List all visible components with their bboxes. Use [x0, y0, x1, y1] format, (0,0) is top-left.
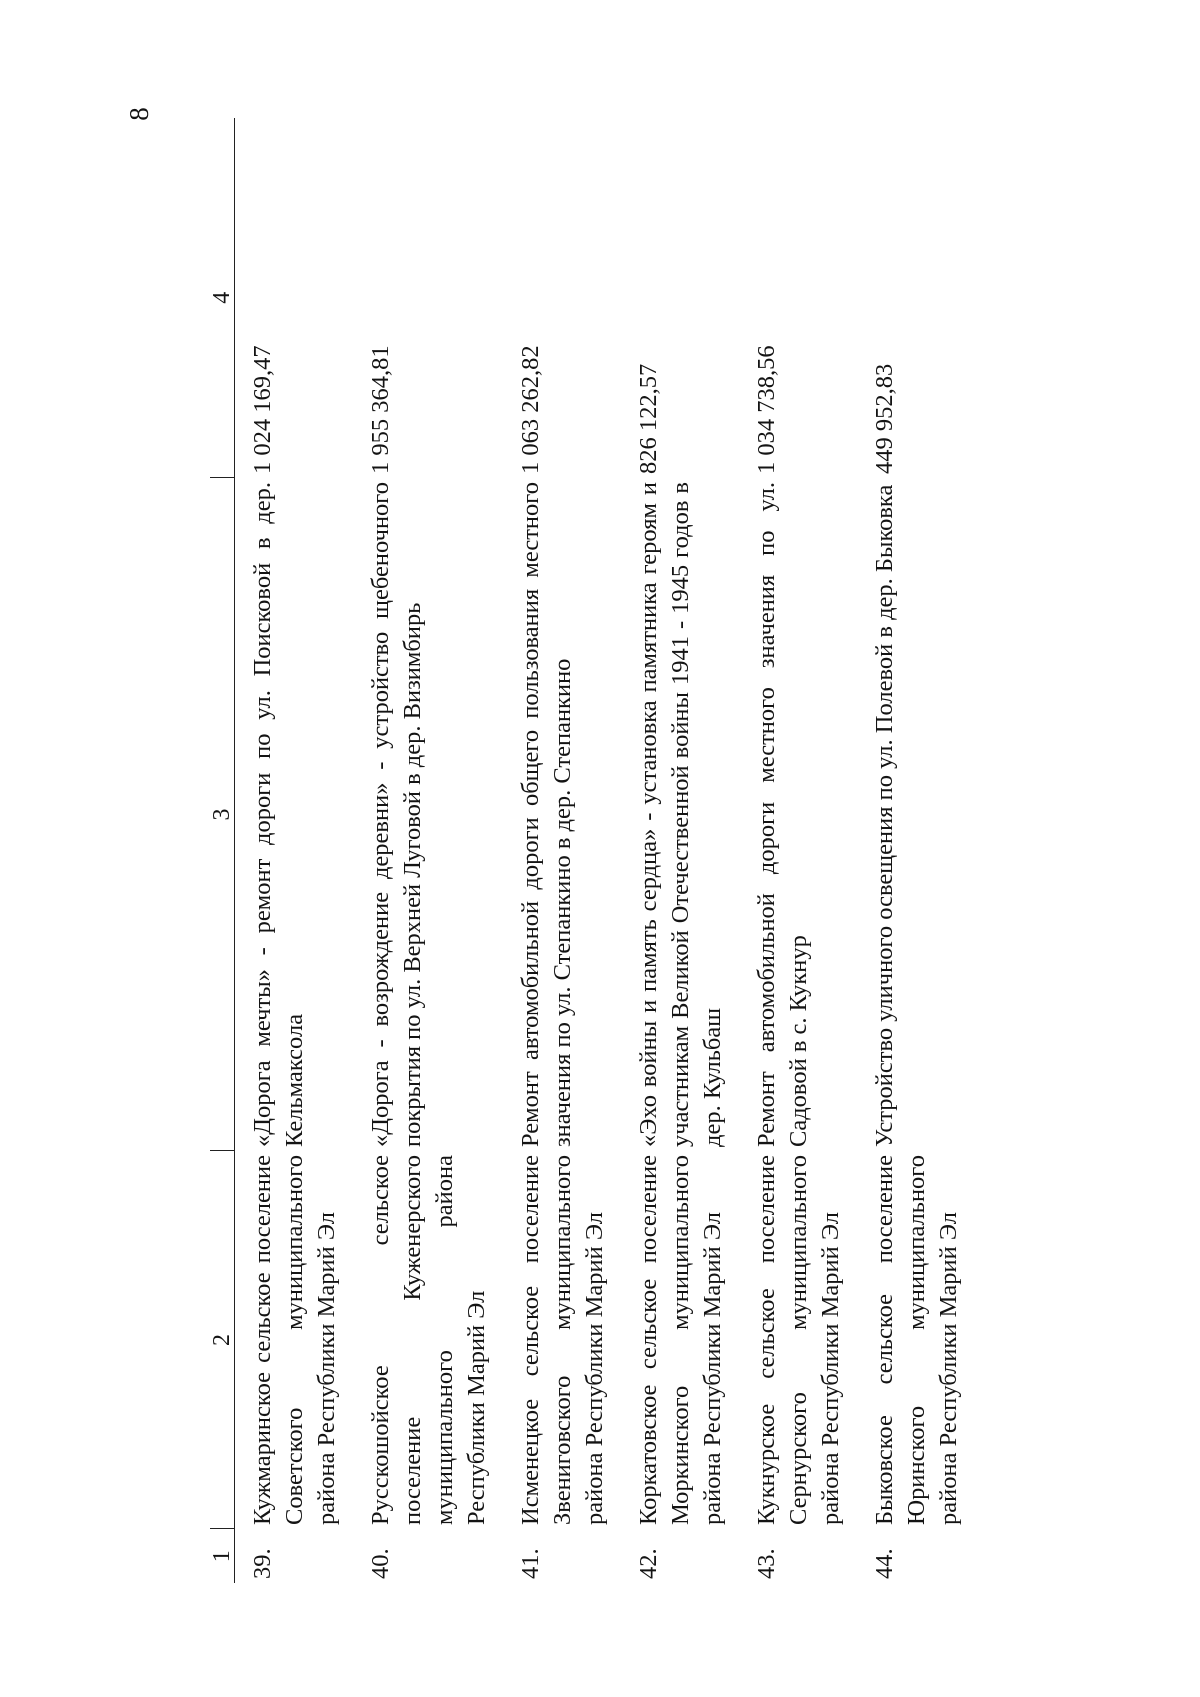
table-header-row	[210, 118, 235, 1583]
settlement-name: Коркатовское сельское поселение Моркинского муниципального района Республики Марий Эл	[635, 1155, 726, 1525]
table-row	[621, 118, 739, 1583]
project-description: «Дорога мечты» - ремонт дороги по ул. Поисковой в дер. Кельмаксола	[249, 482, 308, 1147]
amount-value: 1 063 262,82	[517, 345, 544, 474]
rotated-table-container	[210, 118, 1000, 1583]
amount-value: 449 952,83	[871, 363, 898, 474]
page-number: 8	[124, 107, 154, 121]
column-header-2: 2	[210, 1151, 235, 1529]
row-number: 42.	[635, 1548, 662, 1579]
project-description: Устройство уличного освещения по ул. Полевой в дер. Быковка	[871, 484, 898, 1147]
settlement-name: Исменецкое сельское поселение Звениговского муниципального района Республики Марий Эл	[517, 1155, 608, 1525]
settlement-name: Русскошойское сельское поселение Куженерского муниципального района Республики Марий Эл	[367, 1155, 490, 1525]
row-number: 44.	[871, 1548, 898, 1579]
settlement-name: Быковское сельское поселение Юринского муниципального района Республики Марий Эл	[871, 1155, 962, 1525]
projects-table	[210, 118, 975, 1583]
project-description: Ремонт автомобильной дороги общего пользования местного значения по ул. Степанкино в дер. Степанкино	[517, 482, 576, 1147]
project-description: «Дорога - возрождение деревни» - устройство щебеночного покрытия по ул. Верхней Луговой в дер. Визимбирь	[367, 482, 426, 1147]
row-number: 43.	[753, 1548, 780, 1579]
table-row	[739, 118, 857, 1583]
settlement-name: Кужмаринское сельское поселение Советского муниципального района Республики Марий Эл	[249, 1155, 340, 1525]
table-row	[353, 118, 503, 1583]
row-number: 39.	[249, 1548, 276, 1579]
table-row	[857, 118, 975, 1583]
project-description: «Эхо войны и память сердца» - установка памятника героям и участникам Великой Отечественной войны 1941 - 1945 годов в дер. Кульбаш	[635, 482, 726, 1147]
table-row	[503, 118, 621, 1583]
table-row	[235, 118, 354, 1583]
project-description: Ремонт автомобильной дороги местного значения по ул. Садовой в с. Кукнур	[753, 482, 812, 1147]
row-number: 40.	[367, 1548, 394, 1579]
amount-value: 1 034 738,56	[753, 345, 780, 474]
amount-value: 826 122,57	[635, 363, 662, 474]
amount-value: 1 955 364,81	[367, 345, 394, 474]
column-header-4: 4	[210, 118, 235, 478]
row-number: 41.	[517, 1548, 544, 1579]
settlement-name: Кукнурское сельское поселение Сернурского муниципального района Республики Марий Эл	[753, 1155, 844, 1525]
column-header-3: 3	[210, 478, 235, 1151]
amount-value: 1 024 169,47	[249, 345, 276, 474]
column-header-1: 1	[210, 1529, 235, 1583]
